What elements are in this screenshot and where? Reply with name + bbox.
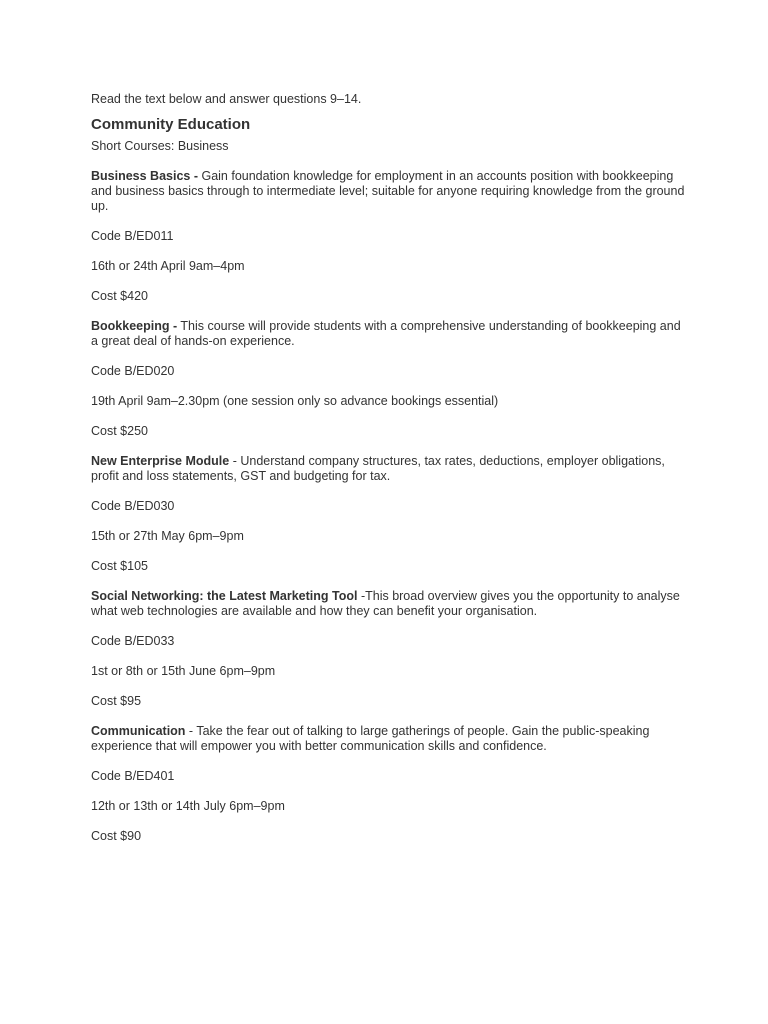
course-description: This course will provide students with a comprehensive understanding of bookkeeping and a great deal of hands-on experience.: [91, 319, 681, 348]
course-cost: Cost $90: [91, 829, 142, 843]
course-name: Social Networking: the Latest Marketing Tool: [91, 589, 358, 603]
course-dates: 19th April 9am–2.30pm (one session only so advance bookings essential): [91, 394, 499, 408]
course-name: Bookkeeping -: [91, 319, 178, 333]
course-cost: Cost $105: [91, 559, 148, 573]
course-bookkeeping: [91, 319, 691, 439]
course-dates: 12th or 13th or 14th July 6pm–9pm: [91, 799, 285, 813]
course-code: Code B/ED030: [91, 499, 175, 513]
document-page: [91, 92, 691, 859]
course-code: Code B/ED033: [91, 634, 175, 648]
course-cost: Cost $420: [91, 289, 148, 303]
course-dates: 1st or 8th or 15th June 6pm–9pm: [91, 664, 276, 678]
page-title: Community Education: [91, 116, 251, 133]
page-subtitle: Short Courses: Business: [91, 139, 229, 153]
course-new-enterprise-module: [91, 454, 691, 574]
course-communication: [91, 724, 691, 844]
course-code: Code B/ED401: [91, 769, 175, 783]
course-cost: Cost $250: [91, 424, 148, 438]
course-description: - Understand company structures, tax rates, deductions, employer obligations, profit and loss statements, GST and budgeting for tax.: [91, 454, 665, 483]
course-name: Communication: [91, 724, 186, 738]
course-code: Code B/ED020: [91, 364, 175, 378]
course-code: Code B/ED011: [91, 229, 174, 243]
course-description: - Take the fear out of talking to large gatherings of people. Gain the public-speaking experience that will empower you with better communication skills and confidence.: [91, 724, 650, 753]
course-description: Gain foundation knowledge for employment in an accounts position with bookkeeping and business basics through to intermediate level; suitable for anyone requiring knowledge from the ground up.: [91, 169, 685, 213]
intro-text: Read the text below and answer questions 9–14.: [91, 92, 362, 106]
course-name: Business Basics -: [91, 169, 198, 183]
course-business-basics: [91, 169, 691, 304]
course-dates: 15th or 27th May 6pm–9pm: [91, 529, 244, 543]
course-cost: Cost $95: [91, 694, 142, 708]
course-dates: 16th or 24th April 9am–4pm: [91, 259, 245, 273]
course-name: New Enterprise Module: [91, 454, 230, 468]
course-social-networking: [91, 589, 691, 709]
course-description: -This broad overview gives you the opportunity to analyse what web technologies are available and how they can benefit your organisation.: [91, 589, 680, 618]
